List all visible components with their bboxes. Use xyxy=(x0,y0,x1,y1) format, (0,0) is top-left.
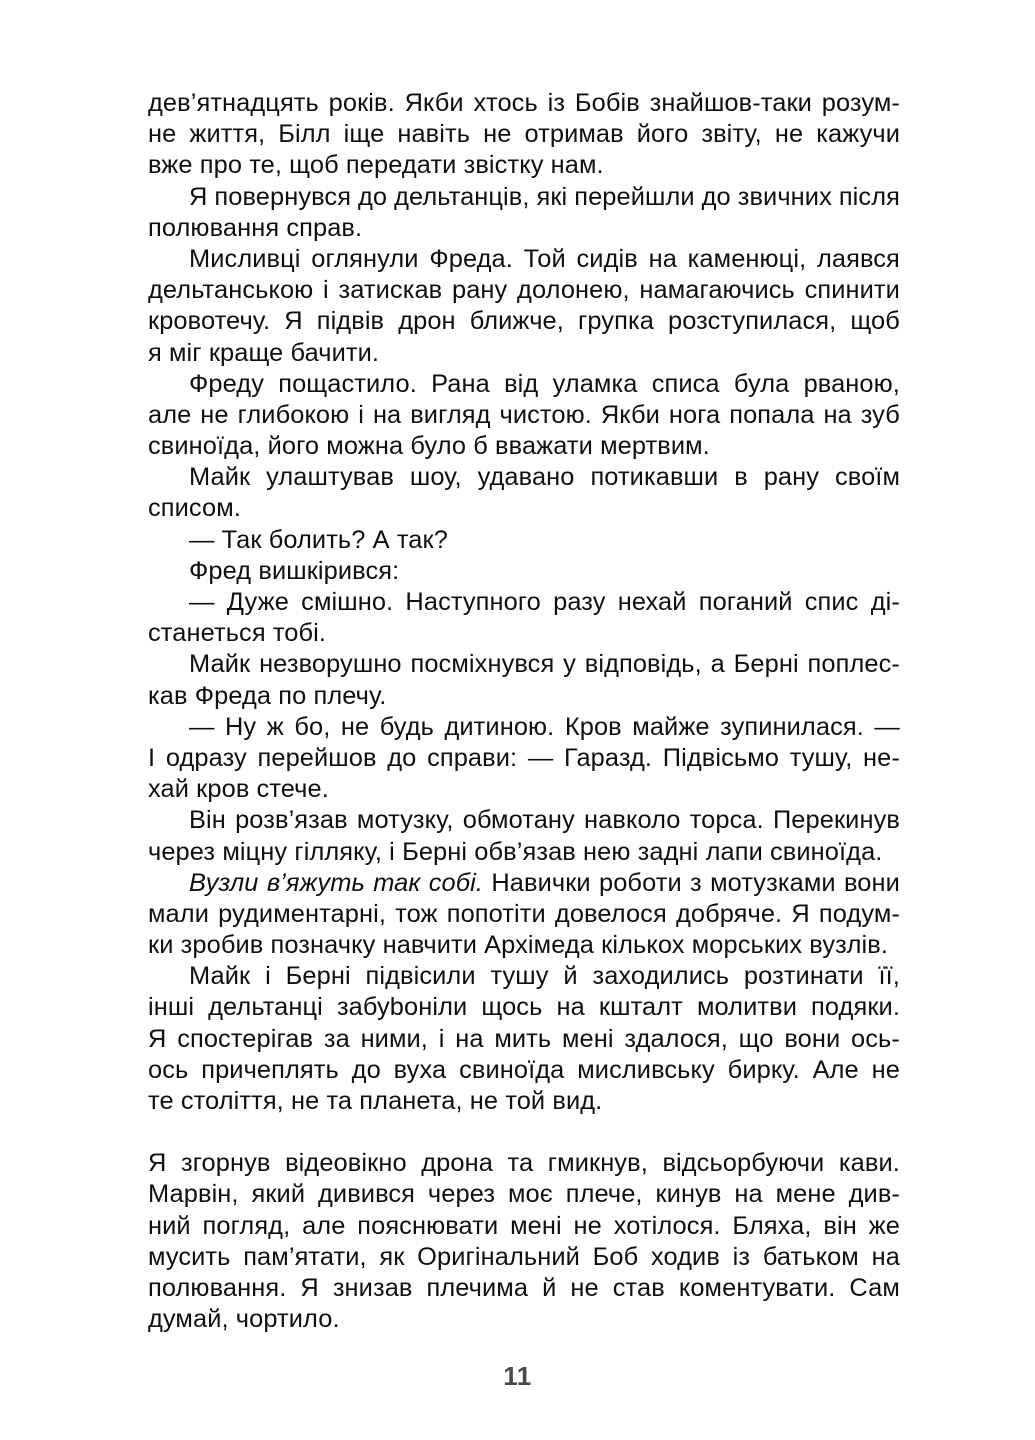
word: не- xyxy=(863,743,900,772)
word: подум- xyxy=(818,899,900,928)
word: зупинилася. xyxy=(720,712,864,741)
word: став xyxy=(612,1273,665,1302)
text-line xyxy=(148,743,900,774)
paragraph xyxy=(148,244,900,369)
word: роботи xyxy=(598,868,682,897)
word: щоб xyxy=(850,307,900,336)
word: добряче. xyxy=(675,899,783,928)
word: в xyxy=(734,463,748,492)
word: шоу, xyxy=(409,463,462,492)
word: життя, xyxy=(189,120,266,149)
word: пояснювати xyxy=(357,1211,499,1240)
word: рану xyxy=(451,276,508,305)
word: здалося, xyxy=(624,1024,728,1053)
word: полювання. xyxy=(148,1273,287,1302)
word: лаявся xyxy=(816,244,900,273)
word: разу xyxy=(553,588,606,616)
text-line: Фред вишкірився: xyxy=(189,556,400,585)
word: й xyxy=(542,1273,557,1302)
paragraph xyxy=(148,556,900,587)
text-line xyxy=(148,805,900,836)
word: рану xyxy=(763,463,820,492)
text-line xyxy=(148,244,900,275)
word: Сам xyxy=(849,1273,900,1302)
word: каменюці, xyxy=(687,244,807,273)
word: на xyxy=(556,993,585,1022)
paragraph xyxy=(148,369,900,463)
word: улаштував xyxy=(266,463,394,492)
paragraph xyxy=(148,587,900,649)
word: спис xyxy=(804,588,859,616)
text-line: те століття, не та планета, не той вид. xyxy=(148,1087,603,1115)
word: ось- xyxy=(851,1024,900,1053)
paragraph xyxy=(148,88,900,182)
word: іще xyxy=(343,120,385,149)
word: спинити xyxy=(804,276,900,305)
word: її, xyxy=(878,962,900,991)
word: кшталт xyxy=(598,993,683,1022)
word: довелося xyxy=(554,899,667,928)
word: та xyxy=(507,1149,534,1178)
word: ходив xyxy=(650,1242,720,1271)
word: бирку. xyxy=(727,1055,800,1084)
paragraph xyxy=(148,868,900,962)
word: — xyxy=(189,712,215,741)
word: навіть xyxy=(397,120,471,149)
text-line xyxy=(148,306,900,337)
word: незворушно xyxy=(259,650,402,679)
word: після xyxy=(838,182,900,211)
paragraph xyxy=(148,525,900,556)
paragraph xyxy=(148,805,900,867)
word: мені xyxy=(510,1211,562,1240)
word: Якби xyxy=(600,400,660,429)
word: Бобів xyxy=(574,89,640,117)
word: що xyxy=(738,1024,774,1053)
word: Я xyxy=(189,182,208,211)
word: Берні xyxy=(285,962,351,991)
word: одразу xyxy=(165,743,247,772)
word: мотузками xyxy=(710,868,836,897)
word: не xyxy=(340,712,370,741)
word: поганий xyxy=(698,588,793,616)
paragraph-block-gap xyxy=(148,1117,900,1148)
word: підвів xyxy=(316,307,385,336)
word: свиноїда xyxy=(459,1055,565,1084)
word: кави. xyxy=(838,1149,900,1178)
word: зуб xyxy=(860,400,900,429)
word: див- xyxy=(848,1180,900,1209)
word: як xyxy=(379,1242,405,1271)
word: Ну xyxy=(225,712,257,741)
text-line: ки зробив позначку навчити Архімеда кількох морських вузлів. xyxy=(148,931,888,960)
word: звіту, xyxy=(701,120,762,149)
word: Він xyxy=(189,806,226,835)
word: розв’язав xyxy=(235,806,348,835)
word: чистою. xyxy=(499,400,592,429)
text-line xyxy=(148,1055,900,1086)
text-line xyxy=(148,992,900,1023)
word: удавано xyxy=(477,463,575,492)
word: ж xyxy=(266,712,284,741)
word: мене xyxy=(775,1180,836,1209)
word: кажучи xyxy=(816,120,900,149)
word: — xyxy=(189,588,215,616)
word: обмотану xyxy=(462,806,575,835)
word: а xyxy=(710,650,725,679)
text-block xyxy=(148,1148,900,1335)
word: вуха xyxy=(393,1055,447,1084)
text-line: через міцну гілляку, і Берні обв’язав нею задні лапи свиноїда. xyxy=(148,837,883,866)
word: тож xyxy=(395,899,438,928)
word: до xyxy=(387,743,417,772)
word: відеовікно xyxy=(285,1149,407,1178)
word: Якби xyxy=(404,89,464,117)
text-line xyxy=(148,462,900,493)
word: дельтанці xyxy=(208,993,323,1022)
word: до xyxy=(351,1055,381,1084)
word: хтось xyxy=(473,89,538,117)
text-line: думай, чортило. xyxy=(148,1305,340,1334)
page-text-column xyxy=(148,88,900,1335)
word: знизав xyxy=(332,1273,413,1302)
text-line: полювання справ. xyxy=(148,213,363,242)
word: перейшов xyxy=(257,743,377,772)
word: пощастило. xyxy=(278,369,417,398)
word: майже xyxy=(632,712,710,741)
word: справи: xyxy=(427,743,518,772)
word: не xyxy=(573,1211,602,1240)
word: моє xyxy=(508,1180,553,1209)
word: потикавши xyxy=(590,463,719,492)
word: Майк xyxy=(189,650,251,679)
word: будь xyxy=(379,712,434,741)
word: тушу, xyxy=(789,743,853,772)
word: мотузку, xyxy=(356,806,454,835)
word: Але xyxy=(812,1055,859,1084)
word: Білл xyxy=(278,120,331,149)
word: який xyxy=(251,1180,306,1209)
word: навколо xyxy=(584,806,681,835)
word: списа xyxy=(651,369,720,398)
word: й xyxy=(563,962,578,991)
word: погляд, xyxy=(202,1211,291,1240)
text-line xyxy=(148,712,900,743)
word: не xyxy=(774,120,804,149)
word: дивився xyxy=(318,1180,416,1209)
word: дрона xyxy=(421,1149,493,1178)
word: Фреда. xyxy=(429,244,513,273)
word: долонею, xyxy=(517,276,630,305)
word: Я xyxy=(148,1024,167,1053)
word: але xyxy=(302,1211,346,1240)
word: спостерігав xyxy=(177,1024,314,1053)
word: бо, xyxy=(294,712,331,741)
word: на xyxy=(734,1180,763,1209)
word: вони xyxy=(843,868,900,897)
text-line: свиноїда, його можна було б вважати мертвим. xyxy=(148,432,710,461)
word: ось xyxy=(148,1055,189,1084)
text-line: хай кров стече. xyxy=(148,775,329,804)
word: і xyxy=(358,400,364,429)
word: поплес- xyxy=(807,650,900,679)
word: інші xyxy=(148,993,195,1022)
word: років. xyxy=(328,89,395,117)
text-line xyxy=(148,1273,900,1304)
text-line: — Так болить? А так? xyxy=(189,525,448,554)
word: із xyxy=(732,1242,751,1271)
word: мали xyxy=(148,899,209,928)
word: не xyxy=(871,1055,900,1084)
word: Рана xyxy=(431,369,490,398)
word: на xyxy=(823,400,852,429)
word: рваною, xyxy=(803,369,900,398)
word: гмикнув, xyxy=(547,1149,648,1178)
word: групка xyxy=(578,307,654,336)
paragraph xyxy=(148,961,900,1117)
word: не xyxy=(200,400,229,429)
text-line xyxy=(148,182,900,213)
word: мені xyxy=(561,1024,614,1053)
word: попотіти xyxy=(446,899,546,928)
text-line xyxy=(148,88,900,119)
word: щось xyxy=(481,993,543,1022)
word: Я xyxy=(791,899,810,928)
word: своїм xyxy=(834,463,900,492)
paragraph xyxy=(148,649,900,711)
word: Наступного xyxy=(405,588,541,616)
word: Марвін, xyxy=(148,1180,239,1209)
word: пам’ятати, xyxy=(243,1242,367,1271)
word: за xyxy=(323,1024,350,1053)
word: Я xyxy=(300,1273,319,1302)
word: так xyxy=(373,868,421,897)
word: рудиментарні, xyxy=(218,899,386,928)
word: мисливську xyxy=(577,1055,715,1084)
word: — xyxy=(527,743,554,772)
word: знайшов-таки xyxy=(649,89,812,117)
text-line xyxy=(148,899,900,930)
word: розтинати xyxy=(743,962,864,991)
word: затискав xyxy=(338,276,443,305)
word: же xyxy=(868,1211,900,1240)
word: від xyxy=(504,369,539,398)
word: Мисливці xyxy=(189,244,301,273)
word: він xyxy=(823,1211,857,1240)
word: дельтанців, xyxy=(394,182,530,211)
text-line: вже про те, щоб передати звістку нам. xyxy=(148,151,604,180)
word: смішно. xyxy=(301,588,394,616)
word: на xyxy=(871,1242,900,1271)
word: у xyxy=(563,650,576,679)
word: Гаразд. xyxy=(564,743,653,772)
word: Підвісьмо xyxy=(662,743,780,772)
word: намагаючись xyxy=(639,276,795,305)
word: Фреду xyxy=(189,369,264,398)
word: Я xyxy=(284,307,303,336)
word: уламка xyxy=(552,369,638,398)
word: плече, xyxy=(565,1180,643,1209)
word: на xyxy=(455,1024,484,1053)
word: через xyxy=(427,1180,496,1209)
text-line xyxy=(148,369,900,400)
paragraph xyxy=(148,1148,900,1335)
word: заходились xyxy=(592,962,730,991)
text-line xyxy=(148,587,900,618)
word: кровотечу. xyxy=(148,307,271,336)
word: і xyxy=(438,1024,445,1053)
text-line xyxy=(148,1024,900,1055)
word: попала xyxy=(729,400,815,429)
word: дитиною. xyxy=(444,712,555,741)
text-line xyxy=(148,1148,900,1179)
word: ді- xyxy=(870,588,900,616)
word: розум- xyxy=(821,89,900,117)
word: вигляд xyxy=(410,400,491,429)
word: на xyxy=(648,244,677,273)
word: тушу xyxy=(490,962,549,991)
word: отримав xyxy=(524,120,624,149)
text-line xyxy=(148,961,900,992)
word: ний xyxy=(148,1211,191,1240)
word: в’яжуть xyxy=(266,868,365,897)
word: подяки. xyxy=(811,993,900,1022)
word: Навички xyxy=(491,868,591,897)
word: Кров xyxy=(564,712,622,741)
word: не xyxy=(148,120,177,149)
text-line: я міг краще бачити. xyxy=(148,338,380,367)
word: і xyxy=(323,276,329,305)
word: на xyxy=(372,400,402,429)
page-number: 11 xyxy=(503,1361,532,1391)
word: згорнув xyxy=(181,1149,271,1178)
word: глибокою xyxy=(237,400,350,429)
text-line xyxy=(148,868,900,899)
word: із xyxy=(547,89,566,117)
word: не xyxy=(483,120,512,149)
word: перейшли xyxy=(574,182,695,211)
word: його xyxy=(636,120,689,149)
word: батьком xyxy=(762,1242,859,1271)
text-line xyxy=(148,1211,900,1242)
word: не xyxy=(570,1273,599,1302)
word: до xyxy=(701,182,731,211)
word: причеплять xyxy=(201,1055,339,1084)
word: дельтанською xyxy=(148,276,314,305)
word: плечима xyxy=(426,1273,529,1302)
word: до xyxy=(358,182,388,211)
word: які xyxy=(536,182,568,211)
word: вони xyxy=(784,1024,841,1053)
text-line xyxy=(148,119,900,150)
word: Боб xyxy=(592,1242,639,1271)
word: відповідь, xyxy=(584,650,702,679)
word: забуboніли xyxy=(336,993,468,1022)
text-line xyxy=(148,400,900,431)
word: оглянули xyxy=(311,244,419,273)
paragraph xyxy=(148,712,900,806)
word: дрон xyxy=(398,307,456,336)
word: ними, xyxy=(360,1024,428,1053)
word: повернувся xyxy=(214,182,352,211)
word: дев’ятнадцять xyxy=(148,89,319,117)
word: сидів xyxy=(576,244,638,273)
word: І xyxy=(148,743,156,772)
paragraph xyxy=(148,462,900,524)
word: хотілося. xyxy=(613,1211,721,1240)
word: Перекинув xyxy=(772,806,900,835)
word: була xyxy=(733,369,790,398)
text-line xyxy=(148,1179,900,1210)
word: Я xyxy=(148,1149,167,1178)
paragraph xyxy=(148,182,900,244)
word: розступилася, xyxy=(667,307,837,336)
word: нога xyxy=(668,400,721,429)
word: Майк xyxy=(189,463,251,492)
word: Берні xyxy=(733,650,799,679)
text-line xyxy=(148,275,900,306)
word: Вузли xyxy=(189,868,259,897)
text-line: списом. xyxy=(148,494,241,523)
word: посміхнувся xyxy=(410,650,555,679)
word: Майк xyxy=(189,962,251,991)
word: собі. xyxy=(428,868,484,897)
word: відсьорбуючи xyxy=(662,1149,825,1178)
word: Бляха, xyxy=(732,1211,812,1240)
word: Оригінальний xyxy=(417,1242,580,1271)
word: з xyxy=(690,868,702,897)
text-block xyxy=(148,88,900,1117)
word: і xyxy=(265,962,271,991)
word: коментувати. xyxy=(678,1273,836,1302)
word: Той xyxy=(523,244,566,273)
text-line: кав Фреда по плечу. xyxy=(148,681,387,710)
word: кинув xyxy=(655,1180,722,1209)
word: звичних xyxy=(737,182,832,211)
word: Дуже xyxy=(226,588,289,616)
word: мусить xyxy=(148,1242,231,1271)
text-line: станеться тобі. xyxy=(148,619,327,648)
word: але xyxy=(148,400,192,429)
word: молитви xyxy=(696,993,797,1022)
word: — xyxy=(874,712,900,741)
word: ближче, xyxy=(469,307,564,336)
word: підвісили xyxy=(365,962,476,991)
word: торса. xyxy=(689,806,764,835)
text-line xyxy=(148,649,900,680)
text-line xyxy=(148,1242,900,1273)
word: мить xyxy=(494,1024,552,1053)
word: нехай xyxy=(617,588,687,616)
